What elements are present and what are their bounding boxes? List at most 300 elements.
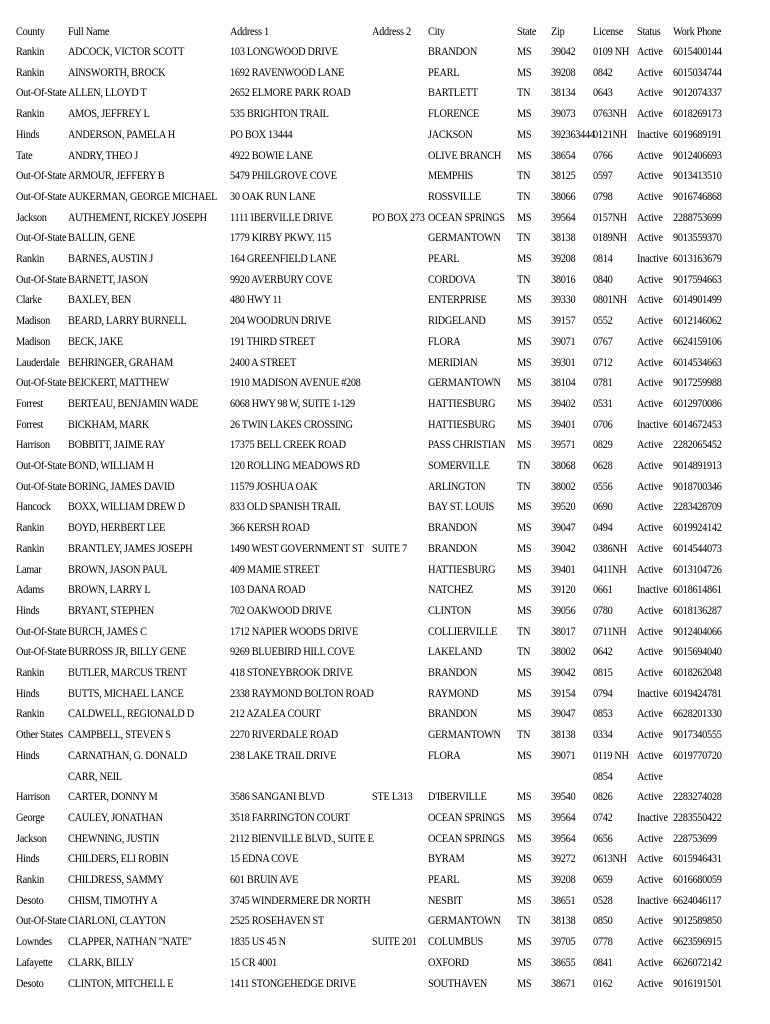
table-row <box>0 746 770 766</box>
status-cell: Active <box>637 170 663 183</box>
status-cell: Inactive <box>637 128 668 141</box>
full-name-cell: BURROSS JR, BILLY GENE <box>68 646 187 659</box>
city-cell: NESBIT <box>428 894 463 907</box>
state-cell: TN <box>517 625 531 638</box>
city-cell: OCEAN SPRINGS <box>428 211 505 224</box>
full-name-cell: BARNETT, JASON <box>68 273 148 286</box>
table-row <box>0 166 770 186</box>
zip-cell: 39540 <box>551 791 576 804</box>
license-cell: 0109 NH <box>593 46 630 58</box>
work-phone-cell: 6018136287 <box>673 604 722 617</box>
work-phone-cell: 6016680059 <box>673 874 722 886</box>
table-row <box>0 808 770 828</box>
status-cell: Inactive <box>637 584 668 597</box>
state-cell: MS <box>517 439 532 452</box>
county-cell: Lauderdale <box>16 356 60 369</box>
address-1-cell: 212 AZALEA COURT <box>230 708 321 721</box>
header-address-1: Address 1 <box>230 26 269 38</box>
city-cell: OCEAN SPRINGS <box>428 811 505 824</box>
license-cell: 0119 NH <box>593 749 629 762</box>
state-cell: MS <box>517 832 532 845</box>
city-cell: COLLIERVILLE <box>428 625 497 638</box>
address-1-cell: 3518 FARRINGTON COURT <box>230 811 350 824</box>
address-1-cell: 26 TWIN LAKES CROSSING <box>230 418 353 431</box>
zip-cell: 39120 <box>551 584 576 597</box>
status-cell: Active <box>637 294 663 307</box>
address-1-cell: 366 KERSH ROAD <box>230 522 310 535</box>
status-cell: Active <box>637 315 663 328</box>
county-cell: Lafayette <box>16 956 53 969</box>
full-name-cell: CHILDERS, ELI ROBIN <box>68 853 169 866</box>
county-cell: Hinds <box>16 687 40 700</box>
work-phone-cell: 9012406693 <box>673 149 722 162</box>
full-name-cell: BROWN, LARRY L <box>68 584 151 597</box>
city-cell: ARLINGTON <box>428 480 486 493</box>
state-cell: MS <box>517 811 532 824</box>
address-1-cell: 4922 BOWIE LANE <box>230 149 313 162</box>
state-cell: MS <box>517 315 532 328</box>
city-cell: FLORA <box>428 335 461 348</box>
license-cell: 0778 <box>593 936 613 949</box>
address-1-cell: 17375 BELL CREEK ROAD <box>230 439 346 452</box>
zip-cell: 39071 <box>551 749 576 762</box>
license-cell: 0815 <box>593 667 613 679</box>
city-cell: HATTIESBURG <box>428 397 496 410</box>
full-name-cell: CIARLONI, CLAYTON <box>68 915 166 928</box>
city-cell: BAY ST. LOUIS <box>428 501 494 514</box>
state-cell: MS <box>517 977 532 990</box>
city-cell: GERMANTOWN <box>428 915 501 928</box>
table-row <box>0 518 770 538</box>
city-cell: NATCHEZ <box>428 584 473 597</box>
zip-cell: 39401 <box>551 418 576 431</box>
table-row <box>0 270 770 290</box>
county-cell: Harrison <box>16 439 50 452</box>
license-cell: 0767 <box>593 335 613 348</box>
state-cell: MS <box>517 604 532 617</box>
address-1-cell: PO BOX 13444 <box>230 128 293 141</box>
zip-cell: 38125 <box>551 170 576 183</box>
state-cell: MS <box>517 563 532 576</box>
work-phone-cell: 6012970086 <box>673 397 722 410</box>
full-name-cell: BERTEAU, BENJAMIN WADE <box>68 397 198 410</box>
table-row <box>0 456 770 476</box>
license-cell: 0334 <box>593 729 613 742</box>
license-cell: 0531 <box>593 397 613 410</box>
county-cell: Hancock <box>16 501 51 514</box>
license-cell: 0642 <box>593 646 613 659</box>
full-name-cell: CHILDRESS, SAMMY <box>68 874 164 886</box>
work-phone-cell: 2288753699 <box>673 211 722 224</box>
state-cell: MS <box>517 108 532 121</box>
state-cell: MS <box>517 46 532 58</box>
status-cell: Active <box>637 915 663 928</box>
work-phone-cell: 2283428709 <box>673 501 722 514</box>
table-row <box>0 725 770 745</box>
table-row <box>0 601 770 621</box>
license-cell: 0628 <box>593 460 613 472</box>
license-cell: 0712 <box>593 356 613 369</box>
status-cell: Active <box>637 563 663 576</box>
work-phone-cell: 6623596915 <box>673 936 722 949</box>
address-1-cell: 418 STONEYBROOK DRIVE <box>230 667 353 679</box>
zip-cell: 39047 <box>551 708 576 721</box>
full-name-cell: BEARD, LARRY BURNELL <box>68 315 187 328</box>
county-cell: Harrison <box>16 791 50 804</box>
table-row <box>0 622 770 642</box>
full-name-cell: AMOS, JEFFREY L <box>68 108 150 121</box>
city-cell: JACKSON <box>428 128 473 141</box>
zip-cell: 39402 <box>551 397 576 410</box>
address-1-cell: 702 OAKWOOD DRIVE <box>230 604 332 617</box>
status-cell: Active <box>637 522 663 535</box>
address-1-cell: 6068 HWY 98 W, SUITE 1-129 <box>230 397 355 410</box>
city-cell: GERMANTOWN <box>428 729 501 742</box>
table-row <box>0 849 770 869</box>
full-name-cell: CALDWELL, REGIONALD D <box>68 708 194 721</box>
table-row <box>0 353 770 373</box>
city-cell: BRANDON <box>428 708 477 721</box>
full-name-cell: ANDERSON, PAMELA H <box>68 128 175 141</box>
header-city: City <box>428 26 445 38</box>
city-cell: PEARL <box>428 874 460 886</box>
zip-cell: 39330 <box>551 294 576 307</box>
table-row <box>0 560 770 580</box>
full-name-cell: CHEWNING, JUSTIN <box>68 832 159 845</box>
zip-cell: 39157 <box>551 315 576 328</box>
table-row <box>0 539 770 559</box>
status-cell: Active <box>637 625 663 638</box>
county-cell: Jackson <box>16 832 47 845</box>
zip-cell: 38651 <box>551 894 576 907</box>
license-cell: 0597 <box>593 170 613 183</box>
county-cell: Rankin <box>16 253 45 265</box>
status-cell: Active <box>637 646 663 659</box>
zip-cell: 39154 <box>551 687 576 700</box>
address-1-cell: 3745 WINDERMERE DR NORTH <box>230 894 371 907</box>
address-1-cell: 1411 STONGEHEDGE DRIVE <box>230 977 356 990</box>
table-row <box>0 684 770 704</box>
table-row <box>0 497 770 517</box>
work-phone-cell: 9016191501 <box>673 977 722 990</box>
work-phone-cell: 6015946431 <box>673 853 722 866</box>
city-cell: FLORA <box>428 749 461 762</box>
zip-cell: 39564 <box>551 832 576 845</box>
state-cell: TN <box>517 480 531 493</box>
work-phone-cell: 6013163679 <box>673 253 722 265</box>
full-name-cell: CARR, NEIL <box>68 770 122 783</box>
state-cell: MS <box>517 418 532 431</box>
table-row <box>0 42 770 62</box>
full-name-cell: CLAPPER, NATHAN "NATE" <box>68 936 192 949</box>
city-cell: SOUTHAVEN <box>428 977 488 990</box>
county-cell: Desoto <box>16 977 44 990</box>
address-1-cell: 535 BRIGHTON TRAIL <box>230 108 329 121</box>
license-cell: 0157NH <box>593 211 627 224</box>
license-cell: 0189NH <box>593 232 627 245</box>
address-1-cell: 5479 PHILGROVE COVE <box>230 170 337 183</box>
work-phone-cell: 9015694040 <box>673 646 722 659</box>
license-cell: 0659 <box>593 874 613 886</box>
work-phone-cell: 9018700346 <box>673 480 722 493</box>
county-cell: Hinds <box>16 853 40 866</box>
state-cell: MS <box>517 66 532 79</box>
status-cell: Active <box>637 770 663 783</box>
zip-cell: 38654 <box>551 149 576 162</box>
address-1-cell: 3586 SANGANI BLVD <box>230 791 325 804</box>
full-name-cell: BEHRINGER, GRAHAM <box>68 356 174 369</box>
license-cell: 0386NH <box>593 542 627 555</box>
address-1-cell: 9920 AVERBURY COVE <box>230 273 333 286</box>
state-cell: MS <box>517 128 532 141</box>
county-cell: Out-Of-State <box>16 915 67 928</box>
status-cell: Active <box>637 853 663 866</box>
state-cell: MS <box>517 522 532 535</box>
table-row <box>0 953 770 973</box>
work-phone-cell: 6019424781 <box>673 687 722 700</box>
work-phone-cell: 6019924142 <box>673 522 722 535</box>
address-1-cell: 204 WOODRUN DRIVE <box>230 315 331 328</box>
full-name-cell: ALLEN, LLOYD T <box>68 87 147 100</box>
status-cell: Active <box>637 108 663 121</box>
county-cell: Desoto <box>16 894 44 907</box>
full-name-cell: BUTLER, MARCUS TRENT <box>68 667 187 679</box>
full-name-cell: BOYD, HERBERT LEE <box>68 522 166 535</box>
work-phone-cell: 9017340555 <box>673 729 722 742</box>
county-cell: Jackson <box>16 211 47 224</box>
license-cell: 0552 <box>593 315 613 328</box>
license-cell: 0706 <box>593 418 613 431</box>
table-row <box>0 435 770 455</box>
zip-cell: 38138 <box>551 729 576 742</box>
status-cell: Active <box>637 604 663 617</box>
status-cell: Active <box>637 729 663 742</box>
work-phone-cell: 9013559370 <box>673 232 722 245</box>
table-row <box>0 104 770 124</box>
license-cell: 0494 <box>593 522 613 535</box>
county-cell: Rankin <box>16 708 45 721</box>
status-cell: Active <box>637 791 663 804</box>
work-phone-cell: 9012589850 <box>673 915 722 928</box>
zip-cell: 38068 <box>551 460 576 472</box>
status-cell: Active <box>637 708 663 721</box>
zip-cell: 39564 <box>551 211 576 224</box>
status-cell: Active <box>637 667 663 679</box>
work-phone-cell: 6014672453 <box>673 418 722 431</box>
status-cell: Active <box>637 542 663 555</box>
work-phone-cell: 6012146062 <box>673 315 722 328</box>
state-cell: MS <box>517 874 532 886</box>
county-cell: Out-Of-State <box>16 170 67 183</box>
zip-cell: 39073 <box>551 108 576 121</box>
city-cell: RIDGELAND <box>428 315 486 328</box>
license-cell: 0842 <box>593 66 613 79</box>
city-cell: LAKELAND <box>428 646 482 659</box>
address-1-cell: 1835 US 45 N <box>230 936 286 949</box>
table-row <box>0 83 770 103</box>
license-cell: 0798 <box>593 190 613 203</box>
state-cell: MS <box>517 149 532 162</box>
license-cell: 0528 <box>593 894 613 907</box>
state-cell: TN <box>517 170 531 183</box>
county-cell: Forrest <box>16 397 44 410</box>
zip-cell: 39047 <box>551 522 576 535</box>
city-cell: BARTLETT <box>428 87 478 100</box>
license-cell: 0763NH <box>593 108 627 121</box>
work-phone-cell: 6014534663 <box>673 356 722 369</box>
status-cell: Inactive <box>637 253 668 265</box>
table-row <box>0 415 770 435</box>
header-state: State <box>517 26 537 38</box>
status-cell: Active <box>637 977 663 990</box>
status-cell: Active <box>637 749 663 762</box>
state-cell: MS <box>517 853 532 866</box>
state-cell: MS <box>517 584 532 597</box>
full-name-cell: CAULEY, JONATHAN <box>68 811 163 824</box>
state-cell: MS <box>517 356 532 369</box>
state-cell: MS <box>517 501 532 514</box>
table-row <box>0 290 770 310</box>
address-1-cell: 103 LONGWOOD DRIVE <box>230 46 338 58</box>
table-row <box>0 974 770 994</box>
full-name-cell: BUTTS, MICHAEL LANCE <box>68 687 184 700</box>
full-name-cell: BALLIN, GENE <box>68 232 135 245</box>
license-cell: 0742 <box>593 811 613 824</box>
zip-cell: 38134 <box>551 87 576 100</box>
zip-cell: 39564 <box>551 811 576 824</box>
address-2-cell: SUITE 201 <box>372 936 417 949</box>
address-1-cell: 9269 BLUEBIRD HILL COVE <box>230 646 355 659</box>
county-cell: George <box>16 811 45 824</box>
address-1-cell: 120 ROLLING MEADOWS RD <box>230 460 360 472</box>
zip-cell: 38017 <box>551 625 576 638</box>
license-cell: 0556 <box>593 480 613 493</box>
license-cell: 0711NH <box>593 625 627 638</box>
header-row <box>0 22 770 42</box>
address-1-cell: 1111 IBERVILLE DRIVE <box>230 211 333 224</box>
table-row <box>0 146 770 166</box>
work-phone-cell: 6628201330 <box>673 708 722 721</box>
state-cell: MS <box>517 542 532 555</box>
state-cell: MS <box>517 253 532 265</box>
full-name-cell: CHISM, TIMOTHY A <box>68 894 158 907</box>
county-cell: Hinds <box>16 128 40 141</box>
city-cell: PASS CHRISTIAN <box>428 439 506 452</box>
county-cell: Clarke <box>16 294 42 307</box>
state-cell: TN <box>517 460 531 472</box>
full-name-cell: BOND, WILLIAM H <box>68 460 154 472</box>
license-cell: 0826 <box>593 791 613 804</box>
table-row <box>0 477 770 497</box>
full-name-cell: BRANTLEY, JAMES JOSEPH <box>68 542 193 555</box>
status-cell: Active <box>637 190 663 203</box>
address-1-cell: 409 MAMIE STREET <box>230 563 320 576</box>
county-cell: Tate <box>16 149 33 162</box>
full-name-cell: BAXLEY, BEN <box>68 294 132 307</box>
address-1-cell: 1779 KIRBY PKWY. 115 <box>230 232 331 245</box>
license-cell: 0850 <box>593 915 613 928</box>
license-cell: 0656 <box>593 832 613 845</box>
address-1-cell: 2652 ELMORE PARK ROAD <box>230 87 351 100</box>
state-cell: TN <box>517 273 531 286</box>
county-cell: Forrest <box>16 418 44 431</box>
header-license: License <box>593 26 623 38</box>
city-cell: HATTIESBURG <box>428 563 496 576</box>
zip-cell: 39272 <box>551 853 576 866</box>
zip-cell: 39042 <box>551 667 576 679</box>
header-county: County <box>16 26 45 38</box>
work-phone-cell: 2283274028 <box>673 791 722 804</box>
county-cell: Out-Of-State <box>16 232 67 245</box>
city-cell: BRANDON <box>428 542 477 555</box>
city-cell: GERMANTOWN <box>428 377 501 390</box>
county-cell: Rankin <box>16 874 45 886</box>
address-2-cell: SUITE 7 <box>372 542 407 555</box>
table-row <box>0 63 770 83</box>
address-1-cell: 1712 NAPIER WOODS DRIVE <box>230 625 358 638</box>
table-row <box>0 249 770 269</box>
address-1-cell: 480 HWY 11 <box>230 294 282 307</box>
work-phone-cell: 6018614861 <box>673 584 722 597</box>
work-phone-cell: 9017259988 <box>673 377 722 390</box>
full-name-cell: BICKHAM, MARK <box>68 418 150 431</box>
county-cell: Out-Of-State <box>16 87 67 100</box>
license-cell: 0829 <box>593 439 613 452</box>
city-cell: BRANDON <box>428 667 477 679</box>
status-cell: Active <box>637 356 663 369</box>
work-phone-cell: 6019689191 <box>673 128 722 141</box>
work-phone-cell: 6626072142 <box>673 956 722 969</box>
license-cell: 0121NH <box>593 128 627 141</box>
address-1-cell: 601 BRUIN AVE <box>230 874 299 886</box>
table-row <box>0 870 770 890</box>
city-cell: BRANDON <box>428 522 477 535</box>
state-cell: TN <box>517 915 531 928</box>
table-row <box>0 580 770 600</box>
header-status: Status <box>637 26 661 38</box>
state-cell: MS <box>517 749 532 762</box>
zip-cell: 38138 <box>551 915 576 928</box>
work-phone-cell: 6018269173 <box>673 108 722 121</box>
county-cell: Out-Of-State <box>16 625 67 638</box>
address-1-cell: 2525 ROSEHAVEN ST <box>230 915 324 928</box>
license-cell: 0411NH <box>593 563 627 576</box>
work-phone-cell: 6015034744 <box>673 66 722 79</box>
address-1-cell: 30 OAK RUN LANE <box>230 190 316 203</box>
table-row <box>0 373 770 393</box>
zip-cell: 38671 <box>551 977 576 990</box>
zip-cell: 39071 <box>551 335 576 348</box>
city-cell: RAYMOND <box>428 687 479 700</box>
zip-cell: 38104 <box>551 377 576 390</box>
state-cell: MS <box>517 687 532 700</box>
work-phone-cell: 6624046117 <box>673 894 722 907</box>
address-1-cell: 1910 MADISON AVENUE #208 <box>230 377 361 390</box>
address-1-cell: 11579 JOSHUA OAK <box>230 480 318 493</box>
status-cell: Active <box>637 377 663 390</box>
state-cell: MS <box>517 377 532 390</box>
table-row <box>0 311 770 331</box>
status-cell: Inactive <box>637 811 668 824</box>
work-phone-cell: 6018262048 <box>673 667 722 679</box>
county-cell: Out-Of-State <box>16 460 67 472</box>
work-phone-cell: 9012074337 <box>673 87 722 100</box>
city-cell: ROSSVILLE <box>428 190 481 203</box>
license-cell: 0854 <box>593 770 613 783</box>
county-cell: Rankin <box>16 46 45 58</box>
table-row <box>0 663 770 683</box>
county-cell: Out-Of-State <box>16 646 67 659</box>
